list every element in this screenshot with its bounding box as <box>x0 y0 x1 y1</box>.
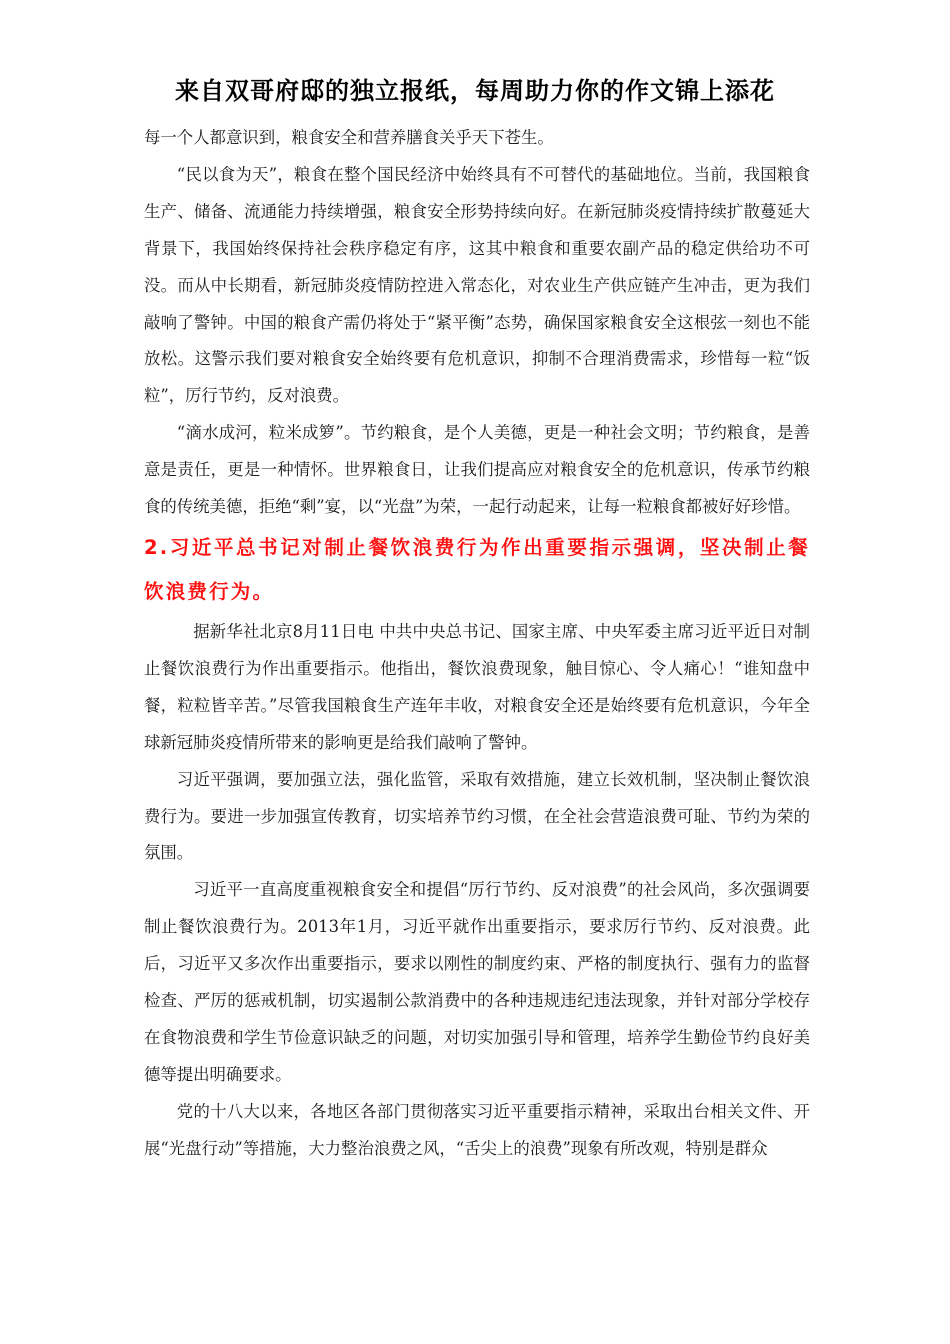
paragraph-save-food: “滴水成河，粒米成箩”。节约粮食，是个人美德，更是一种社会文明；节约粮食，是善意是责任，更是一种情怀。世界粮食日，让我们提高应对粮食安全的危机意识，传承节约粮食的传统美德，拒绝“剩”宴，以“光盘”为荣，一起行动起来，让每一粒粮食都被好好珍惜。 <box>144 423 810 517</box>
newspaper-banner: 来自双哥府邸的独立报纸，每周助力你的作文锦上添花 <box>175 77 775 105</box>
article-body <box>144 120 810 1168</box>
paragraph-xi-emphasis: 习近平强调，要加强立法，强化监管，采取有效措施，建立长效机制，坚决制止餐饮浪费行为。要进一步加强宣传教育，切实培养节约习惯，在全社会营造浪费可耻、节约为荣的氛围。 <box>144 769 810 863</box>
paragraph-xi-history: 习近平一直高度重视粮食安全和提倡“厉行节约、反对浪费”的社会风尚，多次强调要制止餐饮浪费行为。2013年1月，习近平就作出重要指示，要求厉行节约、反对浪费。此后，习近平又多次作出重要指示，要求以刚性的制度约束、严格的制度执行、强有力的监督检查、严厉的惩戒机制，切实遏制公款消费中的各种违规违纪违法现象，并针对部分学校存在食物浪费和学生节俭意识缺乏的问题，对切实加强引导和管理，培养学生勤俭节约良好美德等提出明确要求。 <box>144 880 810 1084</box>
paragraph-party-congress: 党的十八大以来，各地区各部门贯彻落实习近平重要指示精神，采取出台相关文件、开展“光盘行动”等措施，大力整治浪费之风，“舌尖上的浪费”现象有所改观，特别是群众 <box>144 1101 810 1158</box>
paragraph-continuation: 每一个人都意识到，粮食安全和营养膳食关乎天下苍生。 <box>144 128 554 147</box>
paragraph-food-security: “民以食为天”，粮食在整个国民经济中始终具有不可替代的基础地位。当前，我国粮食生产、储备、流通能力持续增强，粮食安全形势持续向好。在新冠肺炎疫情持续扩散蔓延大背景下，我国始终保持社会秩序稳定有序，这其中粮食和重要农副产品的稳定供给功不可没。而从中长期看，新冠肺炎疫情防控进入常态化，对农业生产供应链产生冲击，更为我们敲响了警钟。中国的粮食产需仍将处于“紧平衡”态势，确保国家粮食安全这根弦一刻也不能放松。这警示我们要对粮食安全始终要有危机意识，抑制不合理消费需求，珍惜每一粒“饭粒”，厉行节约，反对浪费。 <box>144 164 810 406</box>
paragraph-xinhua-report: 据新华社北京8月11日电 中共中央总书记、国家主席、中央军委主席习近平近日对制止餐饮浪费行为作出重要指示。他指出，餐饮浪费现象，触目惊心、令人痛心！“谁知盘中餐，粒粒皆辛苦。”尽管我国粮食生产连年丰收，对粮食安全还是始终要有危机意识，今年全球新冠肺炎疫情所带来的影响更是给我们敲响了警钟。 <box>144 621 810 752</box>
section-heading: 2.习近平总书记对制止餐饮浪费行为作出重要指示强调，坚决制止餐饮浪费行为。 <box>144 535 810 603</box>
